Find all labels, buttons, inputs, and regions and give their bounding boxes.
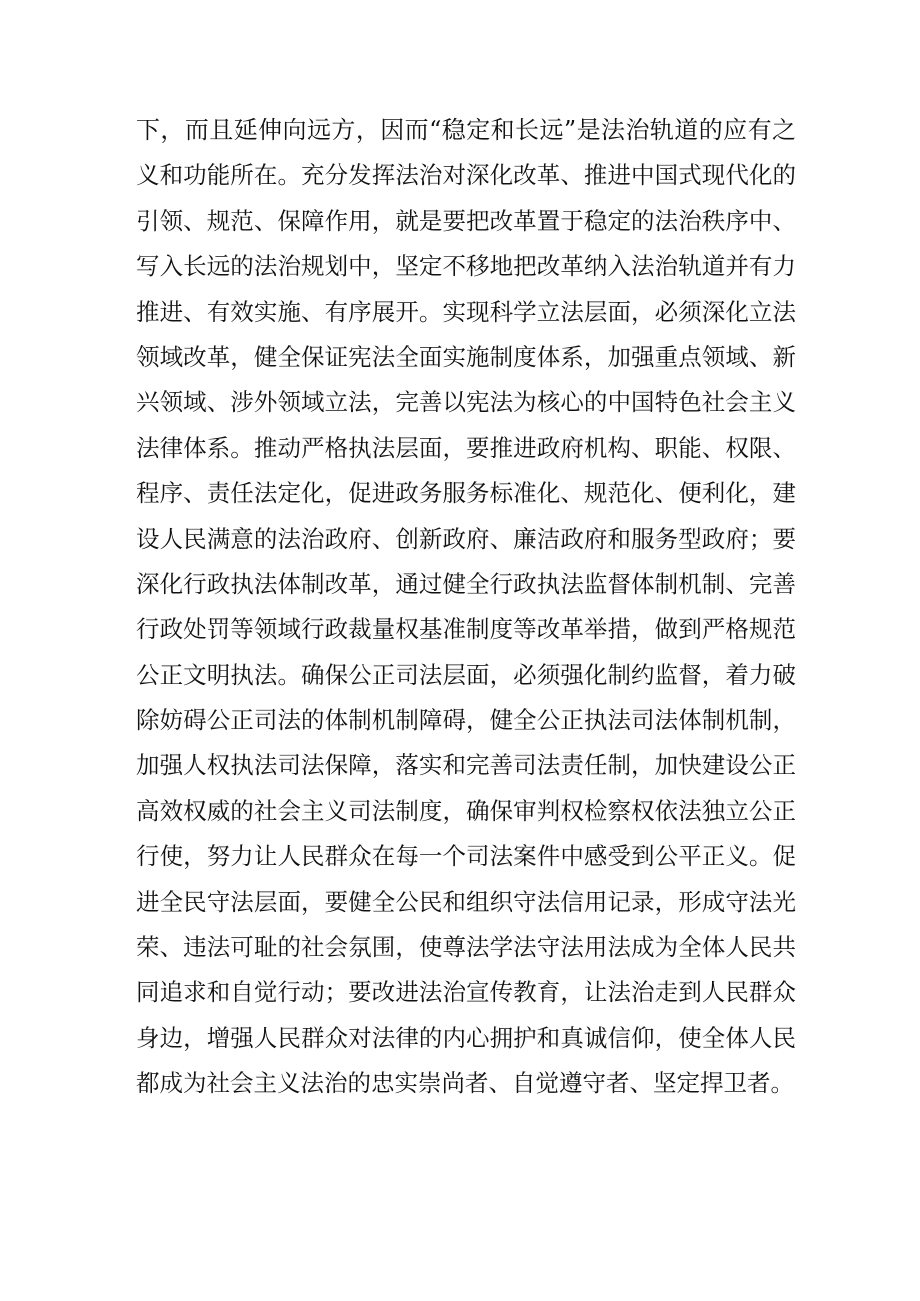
text-line: 荣、违法可耻的社会氛围，使尊法学法守法用法成为全体人民共 xyxy=(136,933,796,962)
text-line: 都成为社会主义法治的忠实崇尚者、自觉遵守者、坚定捍卫者。 xyxy=(136,1069,794,1098)
text-line: 写入长远的法治规划中，坚定不移地把改革纳入法治轨道并有力 xyxy=(136,252,796,281)
text-line: 程序、责任法定化，促进政务服务标准化、规范化、便利化，建 xyxy=(136,479,796,508)
text-line: 行使，努力让人民群众在每一个司法案件中感受到公平正义。促 xyxy=(136,842,796,871)
text-line: 引领、规范、保障作用，就是要把改革置于稳定的法治秩序中、 xyxy=(136,206,796,235)
text-line: 推进、有效实施、有序展开。实现科学立法层面，必须深化立法 xyxy=(136,297,796,326)
text-line: 兴领域、涉外领域立法，完善以宪法为核心的中国特色社会主义 xyxy=(136,388,796,417)
text-line: 身边，增强人民群众对法律的内心拥护和真诚信仰，使全体人民 xyxy=(136,1023,796,1052)
text-line: 同追求和自觉行动；要改进法治宣传教育，让法治走到人民群众 xyxy=(136,978,796,1007)
body-paragraph xyxy=(136,108,796,1107)
text-line: 义和功能所在。充分发挥法治对深化改革、推进中国式现代化的 xyxy=(136,161,796,190)
text-line: 下，而且延伸向远方，因而“稳定和长远”是法治轨道的应有之 xyxy=(136,116,796,144)
text-line: 领域改革，健全保证宪法全面实施制度体系，加强重点领域、新 xyxy=(136,342,796,371)
text-line: 进全民守法层面，要健全公民和组织守法信用记录，形成守法光 xyxy=(136,887,796,916)
text-line: 除妨碍公正司法的体制机制障碍，健全公正执法司法体制机制， xyxy=(136,706,796,735)
text-line: 高效权威的社会主义司法制度，确保审判权检察权依法独立公正 xyxy=(136,796,796,825)
text-line: 法律体系。推动严格执法层面，要推进政府机构、职能、权限、 xyxy=(136,433,796,462)
text-line: 设人民满意的法治政府、创新政府、廉洁政府和服务型政府；要 xyxy=(136,524,796,553)
text-line: 加强人权执法司法保障，落实和完善司法责任制，加快建设公正 xyxy=(136,751,796,780)
text-line: 行政处罚等领域行政裁量权基准制度等改革举措，做到严格规范 xyxy=(136,615,796,644)
text-line: 深化行政执法体制改革，通过健全行政执法监督体制机制、完善 xyxy=(136,569,796,598)
text-line: 公正文明执法。确保公正司法层面，必须强化制约监督，着力破 xyxy=(136,660,796,689)
